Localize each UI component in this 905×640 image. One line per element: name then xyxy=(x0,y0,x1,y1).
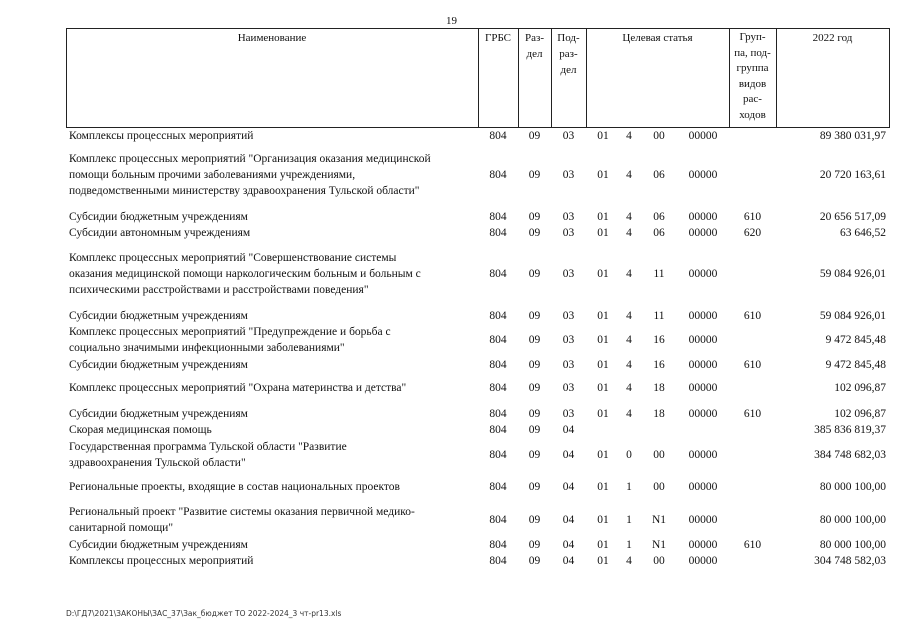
cell-rz: 09 xyxy=(528,334,541,346)
cell-t2: 1 xyxy=(626,539,632,551)
cell-pr: 04 xyxy=(562,424,575,436)
cell-t3: 18 xyxy=(653,408,665,420)
cell-rz: 09 xyxy=(528,211,541,223)
cell-grbs: 804 xyxy=(489,359,507,371)
cell-rz: 09 xyxy=(528,310,541,322)
cell-t3: 00 xyxy=(653,555,665,567)
cell-rz: 09 xyxy=(528,408,541,420)
cell-t4: 00000 xyxy=(688,211,718,223)
table-row xyxy=(66,537,890,553)
cell-t1: 01 xyxy=(597,539,609,551)
cell-pr: 03 xyxy=(562,227,575,239)
cell-rz: 09 xyxy=(528,130,541,142)
cell-amount: 385 836 819,37 xyxy=(814,424,886,436)
table-row xyxy=(66,553,890,569)
cell-t3: 16 xyxy=(653,359,665,371)
cell-vr: 610 xyxy=(743,310,762,322)
cell-t1: 01 xyxy=(597,130,609,142)
cell-pr: 04 xyxy=(562,555,575,567)
cell-amount: 102 096,87 xyxy=(834,382,886,394)
cell-pr: 03 xyxy=(562,359,575,371)
cell-t4: 00000 xyxy=(688,514,718,526)
cell-amount: 59 084 926,01 xyxy=(819,310,886,322)
cell-rz: 09 xyxy=(528,449,541,461)
cell-pr: 03 xyxy=(562,169,575,181)
cell-rz: 09 xyxy=(528,227,541,239)
cell-t1: 01 xyxy=(597,555,609,567)
cell-t2: 4 xyxy=(626,310,632,322)
row-name: Комплексы процессных мероприятий xyxy=(69,130,254,142)
cell-t3: N1 xyxy=(651,539,667,551)
cell-amount: 9 472 845,48 xyxy=(825,359,886,371)
cell-t1: 01 xyxy=(597,268,609,280)
cell-t4: 00000 xyxy=(688,334,718,346)
cell-t2: 4 xyxy=(626,382,632,394)
cell-t2: 4 xyxy=(626,169,632,181)
table-row xyxy=(66,357,890,373)
cell-t2: 1 xyxy=(626,514,632,526)
cell-t3: 11 xyxy=(653,310,665,322)
cell-t3: 00 xyxy=(653,449,665,461)
table-header xyxy=(66,28,890,128)
table-row xyxy=(66,439,890,471)
row-name: Субсидии бюджетным учреждениям xyxy=(69,408,248,420)
header-name: Наименование xyxy=(237,32,307,44)
cell-pr: 03 xyxy=(562,130,575,142)
table-row xyxy=(66,504,890,536)
header-grbs: ГРБС xyxy=(484,32,512,44)
row-name: Региональный проект "Развитие системы оказания первичной медико- санитарной помощи" xyxy=(69,506,415,534)
cell-pr: 03 xyxy=(562,310,575,322)
cell-t1: 01 xyxy=(597,408,609,420)
row-name: Субсидии бюджетным учреждениям xyxy=(69,211,248,223)
cell-rz: 09 xyxy=(528,424,541,436)
cell-t1: 01 xyxy=(597,310,609,322)
cell-grbs: 804 xyxy=(489,310,507,322)
cell-amount: 384 748 682,03 xyxy=(814,449,886,461)
cell-t2: 4 xyxy=(626,227,632,239)
cell-pr: 03 xyxy=(562,408,575,420)
cell-t1: 01 xyxy=(597,481,609,493)
cell-t4: 00000 xyxy=(688,130,718,142)
cell-amount: 89 380 031,97 xyxy=(819,130,886,142)
cell-pr: 03 xyxy=(562,211,575,223)
cell-t4: 00000 xyxy=(688,449,718,461)
cell-t3: 06 xyxy=(653,211,665,223)
table-row xyxy=(66,128,890,144)
cell-t4: 00000 xyxy=(688,268,718,280)
table-row xyxy=(66,250,890,298)
cell-t1: 01 xyxy=(597,227,609,239)
cell-grbs: 804 xyxy=(489,169,507,181)
cell-t3: 00 xyxy=(653,481,665,493)
row-name: Субсидии бюджетным учреждениям xyxy=(69,359,248,371)
header-gruppa: Груп- па, под- группа видов рас- ходов xyxy=(734,31,771,121)
cell-t4: 00000 xyxy=(688,310,718,322)
cell-t4: 00000 xyxy=(688,408,718,420)
table-row xyxy=(66,479,890,495)
cell-rz: 09 xyxy=(528,514,541,526)
cell-amount: 304 748 582,03 xyxy=(814,555,886,567)
cell-vr: 620 xyxy=(743,227,762,239)
cell-grbs: 804 xyxy=(489,211,507,223)
row-name: Скорая медицинская помощь xyxy=(69,424,212,436)
table-row xyxy=(66,380,890,396)
cell-grbs: 804 xyxy=(489,334,507,346)
cell-t4: 00000 xyxy=(688,359,718,371)
header-year: 2022 год xyxy=(812,32,853,44)
page-number: 19 xyxy=(446,15,457,27)
cell-amount: 59 084 926,01 xyxy=(819,268,886,280)
cell-vr: 610 xyxy=(743,211,762,223)
header-podrazdel: Под- раз- дел xyxy=(557,32,580,76)
cell-rz: 09 xyxy=(528,359,541,371)
cell-amount: 9 472 845,48 xyxy=(825,334,886,346)
cell-grbs: 804 xyxy=(489,514,507,526)
cell-vr: 610 xyxy=(743,359,762,371)
cell-rz: 09 xyxy=(528,268,541,280)
cell-t1: 01 xyxy=(597,359,609,371)
cell-grbs: 804 xyxy=(489,424,507,436)
cell-pr: 04 xyxy=(562,539,575,551)
cell-t3: N1 xyxy=(651,514,667,526)
cell-amount: 80 000 100,00 xyxy=(819,539,886,551)
table-row xyxy=(66,406,890,422)
row-name: Субсидии автономным учреждениям xyxy=(69,227,251,239)
cell-t3: 16 xyxy=(653,334,665,346)
cell-t3: 06 xyxy=(653,169,665,181)
header-razdel: Раз- дел xyxy=(524,32,544,60)
cell-t3: 06 xyxy=(653,227,665,239)
cell-t4: 00000 xyxy=(688,169,718,181)
cell-grbs: 804 xyxy=(489,555,507,567)
cell-amount: 102 096,87 xyxy=(834,408,886,420)
cell-t1: 01 xyxy=(597,211,609,223)
cell-t2: 4 xyxy=(626,408,632,420)
cell-grbs: 804 xyxy=(489,449,507,461)
row-name: Субсидии бюджетным учреждениям xyxy=(69,539,248,551)
cell-amount: 80 000 100,00 xyxy=(819,514,886,526)
row-name: Комплекс процессных мероприятий "Предупреждение и борьба с социально значимыми инфекционными заболеваниями" xyxy=(69,326,391,354)
table-row xyxy=(66,225,890,241)
cell-pr: 04 xyxy=(562,514,575,526)
cell-vr: 610 xyxy=(743,408,762,420)
cell-amount: 20 656 517,09 xyxy=(819,211,886,223)
cell-t1: 01 xyxy=(597,514,609,526)
cell-vr: 610 xyxy=(743,539,762,551)
cell-amount: 63 646,52 xyxy=(840,227,886,239)
cell-t2: 4 xyxy=(626,334,632,346)
cell-rz: 09 xyxy=(528,555,541,567)
cell-rz: 09 xyxy=(528,539,541,551)
header-tselevaya: Целевая статья xyxy=(622,32,693,44)
cell-t3: 18 xyxy=(653,382,665,394)
cell-t2: 4 xyxy=(626,555,632,567)
cell-t3: 00 xyxy=(653,130,665,142)
cell-t2: 4 xyxy=(626,211,632,223)
cell-rz: 09 xyxy=(528,481,541,493)
cell-t3: 11 xyxy=(653,268,665,280)
table-row xyxy=(66,209,890,225)
row-name: Государственная программа Тульской области "Развитие здравоохранения Тульской области" xyxy=(69,441,347,469)
cell-grbs: 804 xyxy=(489,408,507,420)
file-path-footer: D:\ГД7\2021\ЗАКОНЫ\ЗАС_37\Зак_бюджет ТО 2022-2024_3 чт-pr13.xls xyxy=(66,609,342,618)
row-name: Комплекс процессных мероприятий "Совершенствование системы оказания медицинской помощи наркологическим больным и больным с психическими расстройствами и расстройствами поведения" xyxy=(69,252,421,296)
cell-pr: 04 xyxy=(562,481,575,493)
cell-pr: 04 xyxy=(562,449,575,461)
cell-pr: 03 xyxy=(562,268,575,280)
cell-t2: 1 xyxy=(626,481,632,493)
cell-rz: 09 xyxy=(528,169,541,181)
cell-amount: 80 000 100,00 xyxy=(819,481,886,493)
cell-grbs: 804 xyxy=(489,130,507,142)
table-row xyxy=(66,151,890,199)
cell-rz: 09 xyxy=(528,382,541,394)
row-name: Комплекс процессных мероприятий "Организация оказания медицинской помощи больным прочими заболеваниями учреждениями, подведомственными министерству здравоохранения Тульской области" xyxy=(69,153,431,197)
table-row xyxy=(66,324,890,356)
table-row xyxy=(66,422,890,438)
cell-grbs: 804 xyxy=(489,539,507,551)
cell-t1: 01 xyxy=(597,449,609,461)
cell-t1: 01 xyxy=(597,334,609,346)
cell-t2: 4 xyxy=(626,130,632,142)
row-name: Региональные проекты, входящие в состав национальных проектов xyxy=(69,481,400,493)
row-name: Комплексы процессных мероприятий xyxy=(69,555,254,567)
table-row xyxy=(66,308,890,324)
cell-t4: 00000 xyxy=(688,227,718,239)
cell-grbs: 804 xyxy=(489,481,507,493)
cell-t2: 0 xyxy=(626,449,632,461)
cell-grbs: 804 xyxy=(489,268,507,280)
cell-t4: 00000 xyxy=(688,481,718,493)
cell-grbs: 804 xyxy=(489,227,507,239)
cell-t2: 4 xyxy=(626,268,632,280)
cell-t1: 01 xyxy=(597,169,609,181)
row-name: Субсидии бюджетным учреждениям xyxy=(69,310,248,322)
row-name: Комплекс процессных мероприятий "Охрана материнства и детства" xyxy=(69,382,407,394)
cell-t1: 01 xyxy=(597,382,609,394)
cell-pr: 03 xyxy=(562,334,575,346)
cell-amount: 20 720 163,61 xyxy=(819,169,886,181)
cell-pr: 03 xyxy=(562,382,575,394)
cell-t4: 00000 xyxy=(688,382,718,394)
cell-t2: 4 xyxy=(626,359,632,371)
cell-t4: 00000 xyxy=(688,539,718,551)
cell-t4: 00000 xyxy=(688,555,718,567)
col-divider xyxy=(889,28,890,128)
cell-grbs: 804 xyxy=(489,382,507,394)
